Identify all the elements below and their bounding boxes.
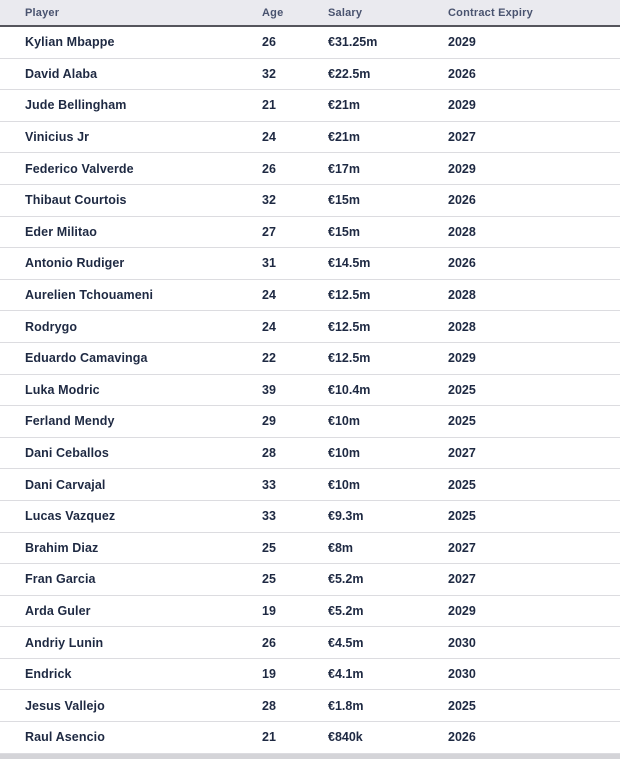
table-row	[0, 722, 620, 754]
age-cell: 25	[237, 532, 303, 564]
bottom-bar	[0, 754, 620, 759]
salary-cell: €10m	[303, 469, 423, 501]
player-name-cell: Federico Valverde	[0, 153, 237, 185]
contract-expiry-cell: 2025	[423, 690, 620, 722]
column-header-contract-expiry[interactable]: Contract Expiry	[423, 0, 620, 26]
player-name-cell: Ferland Mendy	[0, 406, 237, 438]
contract-expiry-cell: 2030	[423, 658, 620, 690]
salary-cell: €12.5m	[303, 311, 423, 343]
contract-expiry-cell: 2030	[423, 627, 620, 659]
contract-expiry-cell: 2029	[423, 595, 620, 627]
age-cell: 32	[237, 184, 303, 216]
table-row	[0, 374, 620, 406]
salary-cell: €21m	[303, 90, 423, 122]
contract-expiry-cell: 2026	[423, 184, 620, 216]
age-cell: 32	[237, 58, 303, 90]
player-name-cell: Antonio Rudiger	[0, 248, 237, 280]
age-cell: 26	[237, 627, 303, 659]
player-name-cell: Dani Ceballos	[0, 437, 237, 469]
age-cell: 19	[237, 595, 303, 627]
age-cell: 31	[237, 248, 303, 280]
salary-cell: €31.25m	[303, 26, 423, 58]
age-cell: 28	[237, 437, 303, 469]
table-row	[0, 342, 620, 374]
table-row	[0, 500, 620, 532]
salary-cell: €8m	[303, 532, 423, 564]
player-name-cell: Raul Asencio	[0, 722, 237, 754]
table-row	[0, 437, 620, 469]
player-name-cell: Lucas Vazquez	[0, 500, 237, 532]
contract-expiry-cell: 2029	[423, 90, 620, 122]
salary-cell: €17m	[303, 153, 423, 185]
contract-expiry-cell: 2027	[423, 532, 620, 564]
contract-expiry-cell: 2027	[423, 121, 620, 153]
column-header-salary[interactable]: Salary	[303, 0, 423, 26]
age-cell: 24	[237, 311, 303, 343]
player-name-cell: Aurelien Tchouameni	[0, 279, 237, 311]
contract-expiry-cell: 2029	[423, 26, 620, 58]
table-row	[0, 58, 620, 90]
age-cell: 21	[237, 90, 303, 122]
player-name-cell: Fran Garcia	[0, 564, 237, 596]
salary-cell: €1.8m	[303, 690, 423, 722]
age-cell: 33	[237, 469, 303, 501]
table-body	[0, 26, 620, 753]
player-name-cell: Eduardo Camavinga	[0, 342, 237, 374]
table-row	[0, 248, 620, 280]
salary-cell: €15m	[303, 184, 423, 216]
table-row	[0, 532, 620, 564]
contract-expiry-cell: 2028	[423, 216, 620, 248]
table-row	[0, 153, 620, 185]
table-row	[0, 90, 620, 122]
table-row	[0, 564, 620, 596]
column-header-age[interactable]: Age	[237, 0, 303, 26]
contract-expiry-cell: 2025	[423, 374, 620, 406]
age-cell: 22	[237, 342, 303, 374]
table-row	[0, 216, 620, 248]
age-cell: 21	[237, 722, 303, 754]
contract-expiry-cell: 2026	[423, 248, 620, 280]
contract-expiry-cell: 2029	[423, 153, 620, 185]
contract-expiry-cell: 2026	[423, 58, 620, 90]
contract-expiry-cell: 2025	[423, 500, 620, 532]
salary-cell: €10.4m	[303, 374, 423, 406]
salary-cell: €4.1m	[303, 658, 423, 690]
player-name-cell: Luka Modric	[0, 374, 237, 406]
player-name-cell: Andriy Lunin	[0, 627, 237, 659]
player-name-cell: Brahim Diaz	[0, 532, 237, 564]
salary-cell: €12.5m	[303, 342, 423, 374]
age-cell: 29	[237, 406, 303, 438]
salary-cell: €12.5m	[303, 279, 423, 311]
table-row	[0, 406, 620, 438]
player-name-cell: Dani Carvajal	[0, 469, 237, 501]
contract-expiry-cell: 2028	[423, 311, 620, 343]
table-row	[0, 311, 620, 343]
contract-expiry-cell: 2029	[423, 342, 620, 374]
player-name-cell: Thibaut Courtois	[0, 184, 237, 216]
salary-cell: €5.2m	[303, 564, 423, 596]
table-row	[0, 279, 620, 311]
table-row	[0, 121, 620, 153]
salary-cell: €840k	[303, 722, 423, 754]
salary-cell: €10m	[303, 406, 423, 438]
player-name-cell: Endrick	[0, 658, 237, 690]
age-cell: 26	[237, 153, 303, 185]
table-row	[0, 469, 620, 501]
age-cell: 26	[237, 26, 303, 58]
player-name-cell: Vinicius Jr	[0, 121, 237, 153]
salary-cell: €21m	[303, 121, 423, 153]
contract-expiry-cell: 2027	[423, 564, 620, 596]
table-row	[0, 595, 620, 627]
salary-cell: €9.3m	[303, 500, 423, 532]
player-name-cell: Jesus Vallejo	[0, 690, 237, 722]
salary-cell: €10m	[303, 437, 423, 469]
table-row	[0, 658, 620, 690]
player-name-cell: Jude Bellingham	[0, 90, 237, 122]
contract-expiry-cell: 2028	[423, 279, 620, 311]
column-header-player[interactable]: Player	[0, 0, 237, 26]
salary-cell: €22.5m	[303, 58, 423, 90]
salary-cell: €5.2m	[303, 595, 423, 627]
contract-expiry-cell: 2026	[423, 722, 620, 754]
salary-cell: €14.5m	[303, 248, 423, 280]
table-header	[0, 0, 620, 26]
player-name-cell: Rodrygo	[0, 311, 237, 343]
age-cell: 39	[237, 374, 303, 406]
age-cell: 19	[237, 658, 303, 690]
age-cell: 28	[237, 690, 303, 722]
player-name-cell: David Alaba	[0, 58, 237, 90]
table-row	[0, 690, 620, 722]
salary-cell: €15m	[303, 216, 423, 248]
table-row	[0, 627, 620, 659]
table-row	[0, 26, 620, 58]
age-cell: 25	[237, 564, 303, 596]
contract-expiry-cell: 2025	[423, 469, 620, 501]
age-cell: 27	[237, 216, 303, 248]
player-name-cell: Eder Militao	[0, 216, 237, 248]
player-name-cell: Arda Guler	[0, 595, 237, 627]
contract-expiry-cell: 2025	[423, 406, 620, 438]
age-cell: 24	[237, 121, 303, 153]
salary-cell: €4.5m	[303, 627, 423, 659]
table-header-row	[0, 0, 620, 26]
contract-expiry-cell: 2027	[423, 437, 620, 469]
age-cell: 24	[237, 279, 303, 311]
age-cell: 33	[237, 500, 303, 532]
player-name-cell: Kylian Mbappe	[0, 26, 237, 58]
table-row	[0, 184, 620, 216]
